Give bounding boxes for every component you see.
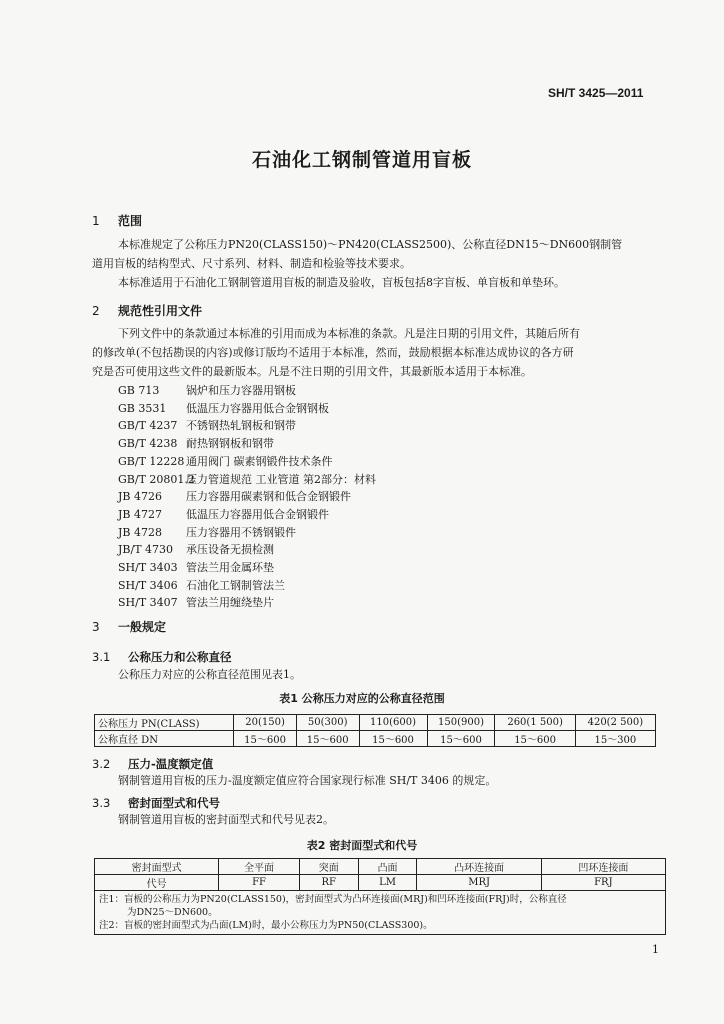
table-row — [95, 859, 666, 875]
reference-item — [118, 506, 376, 524]
table-cell: 密封面型式 — [95, 859, 219, 875]
paragraph: 究是否可使用这些文件的最新版本。凡是不注日期的引用文件，其最新版本适用于本标准。 — [92, 365, 532, 378]
subsection-title: 压力-温度额定值 — [128, 757, 214, 771]
reference-item — [118, 524, 376, 542]
table-2 — [94, 858, 666, 935]
table-row — [95, 875, 666, 891]
reference-item — [118, 435, 376, 453]
table-cell: MRJ — [417, 875, 541, 891]
table-cell: 110(600) — [359, 715, 427, 731]
reference-item — [118, 541, 376, 559]
reference-code: JB 4727 — [118, 507, 162, 521]
table-cell: 突面 — [299, 859, 358, 875]
section-title: 范围 — [118, 214, 143, 228]
reference-name: 压力管道规范 工业管道 第2部分：材料 — [186, 472, 376, 486]
page-title: 石油化工钢制管道用盲板 — [251, 149, 472, 171]
table-cell: RF — [299, 875, 358, 891]
table-cell: 凸环连接面 — [417, 859, 541, 875]
section-number: 1 — [92, 214, 100, 228]
paragraph: 的修改单(不包括勘误的内容)或修订版均不适用于本标准，然而，鼓励根据本标准达成协议的各方研 — [92, 346, 574, 359]
paragraph: 道用盲板的结构型式、尺寸系列、材料、制造和检验等技术要求。 — [92, 257, 411, 270]
section-3-heading — [92, 618, 166, 635]
reference-code: SH/T 3406 — [118, 578, 178, 592]
reference-name: 通用阀门 碳素钢锻件技术条件 — [186, 454, 333, 468]
standard-code: SH/T 3425—2011 — [548, 86, 644, 100]
section-1-heading — [92, 212, 142, 229]
table-cell: 150(900) — [427, 715, 495, 731]
table-note: 为DN25～DN600。 — [127, 907, 218, 918]
table-cell: 15～600 — [234, 731, 297, 747]
section-number: 2 — [92, 304, 100, 318]
reference-code: JB 4728 — [118, 525, 162, 539]
reference-name: 压力容器用碳素钢和低合金钢锻件 — [186, 490, 351, 504]
reference-code: SH/T 3407 — [118, 596, 178, 610]
subsection-3-2-heading — [92, 756, 213, 772]
table-1-caption: 表1 公称压力对应的公称直径范围 — [279, 692, 445, 705]
section-2-heading — [92, 302, 202, 319]
table-cell: 凸面 — [358, 859, 417, 875]
reference-item — [118, 417, 376, 435]
paragraph: 钢制管道用盲板的压力-温度额定值应符合国家现行标准 SH/T 3406 的规定。 — [118, 774, 497, 787]
table-cell: 420(2 500) — [575, 715, 655, 731]
reference-code: GB 713 — [118, 384, 160, 397]
table-cell: FF — [219, 875, 300, 891]
reference-code: GB/T 20801.2 — [118, 472, 195, 486]
reference-code: JB/T 4730 — [118, 543, 174, 557]
section-title: 一般规定 — [118, 620, 167, 634]
table-cell: 15～600 — [359, 731, 427, 747]
table-cell: 代号 — [95, 875, 219, 891]
subsection-title: 密封面型式和代号 — [128, 796, 220, 810]
reference-item — [118, 453, 376, 471]
reference-name: 低温压力容器用低合金钢锻件 — [186, 507, 329, 521]
table-cell: 20(150) — [234, 715, 297, 731]
subsection-number: 3.2 — [92, 757, 111, 771]
section-title: 规范性引用文件 — [118, 304, 203, 318]
reference-name: 压力容器用不锈钢锻件 — [186, 525, 296, 539]
reference-name: 管法兰用缠绕垫片 — [186, 596, 274, 610]
table-notes-row — [95, 891, 666, 935]
table-cell: 50(300) — [296, 715, 359, 731]
table-row — [95, 731, 656, 747]
reference-item — [118, 400, 376, 418]
section-number: 3 — [92, 620, 100, 634]
reference-item — [118, 577, 376, 595]
page-number: 1 — [652, 943, 659, 956]
reference-list — [118, 382, 376, 612]
table-notes — [95, 891, 666, 935]
paragraph: 本标准规定了公称压力PN20(CLASS150)～PN420(CLASS2500)、公称直径DN15～DN600钢制管 — [118, 238, 623, 251]
subsection-3-3-heading — [92, 795, 220, 811]
table-note: 注2：盲板的密封面型式为凸面(LM)时，最小公称压力为PN50(CLASS300)。 — [99, 920, 433, 931]
reference-code: JB 4726 — [118, 490, 162, 504]
paragraph: 公称压力对应的公称直径范围见表1。 — [118, 668, 301, 681]
table-row — [95, 715, 656, 731]
reference-name: 锅炉和压力容器用钢板 — [186, 384, 296, 397]
table-cell: LM — [358, 875, 417, 891]
table-cell: 15～300 — [575, 731, 655, 747]
paragraph: 钢制管道用盲板的密封面型式和代号见表2。 — [118, 813, 334, 826]
table-cell: 全平面 — [219, 859, 300, 875]
subsection-number: 3.1 — [92, 650, 111, 664]
reference-name: 石油化工钢制管法兰 — [186, 578, 285, 592]
paragraph: 下列文件中的条款通过本标准的引用而成为本标准的条款。凡是注日期的引用文件，其随后所有 — [118, 327, 580, 340]
table-cell: 公称压力 PN(CLASS) — [95, 715, 234, 731]
table-note: 注1：盲板的公称压力为PN20(CLASS150)，密封面型式为凸环连接面(MRJ)和凹环连接面(FRJ)时，公称直径 — [99, 894, 567, 905]
reference-code: GB/T 4238 — [118, 437, 178, 451]
reference-item — [118, 559, 376, 577]
table-1 — [94, 714, 656, 747]
table-cell: 公称直径 DN — [95, 731, 234, 747]
table-cell: 15～600 — [427, 731, 495, 747]
reference-item — [118, 471, 376, 489]
table-cell: 15～600 — [495, 731, 575, 747]
reference-name: 承压设备无损检测 — [186, 543, 274, 557]
reference-name: 耐热钢钢板和钢带 — [186, 437, 274, 451]
subsection-number: 3.3 — [92, 796, 111, 810]
table-2-caption: 表2 密封面型式和代号 — [306, 839, 418, 852]
reference-item — [118, 594, 376, 612]
reference-item — [118, 382, 376, 400]
reference-code: GB 3531 — [118, 401, 167, 415]
reference-item — [118, 488, 376, 506]
table-cell: 15～600 — [296, 731, 359, 747]
table-cell: FRJ — [541, 875, 665, 891]
subsection-3-1-heading — [92, 649, 232, 665]
paragraph: 本标准适用于石油化工钢制管道用盲板的制造及验收，盲板包括8字盲板、单盲板和单垫环。 — [118, 276, 565, 289]
reference-name: 管法兰用金属环垫 — [186, 561, 274, 575]
reference-code: GB/T 12228 — [118, 454, 185, 468]
reference-code: GB/T 4237 — [118, 419, 178, 433]
table-cell: 凹环连接面 — [541, 859, 665, 875]
reference-code: SH/T 3403 — [118, 561, 178, 575]
subsection-title: 公称压力和公称直径 — [128, 650, 232, 664]
reference-name: 不锈钢热轧钢板和钢带 — [186, 419, 296, 433]
table-cell: 260(1 500) — [495, 715, 575, 731]
reference-name: 低温压力容器用低合金钢钢板 — [186, 401, 329, 415]
